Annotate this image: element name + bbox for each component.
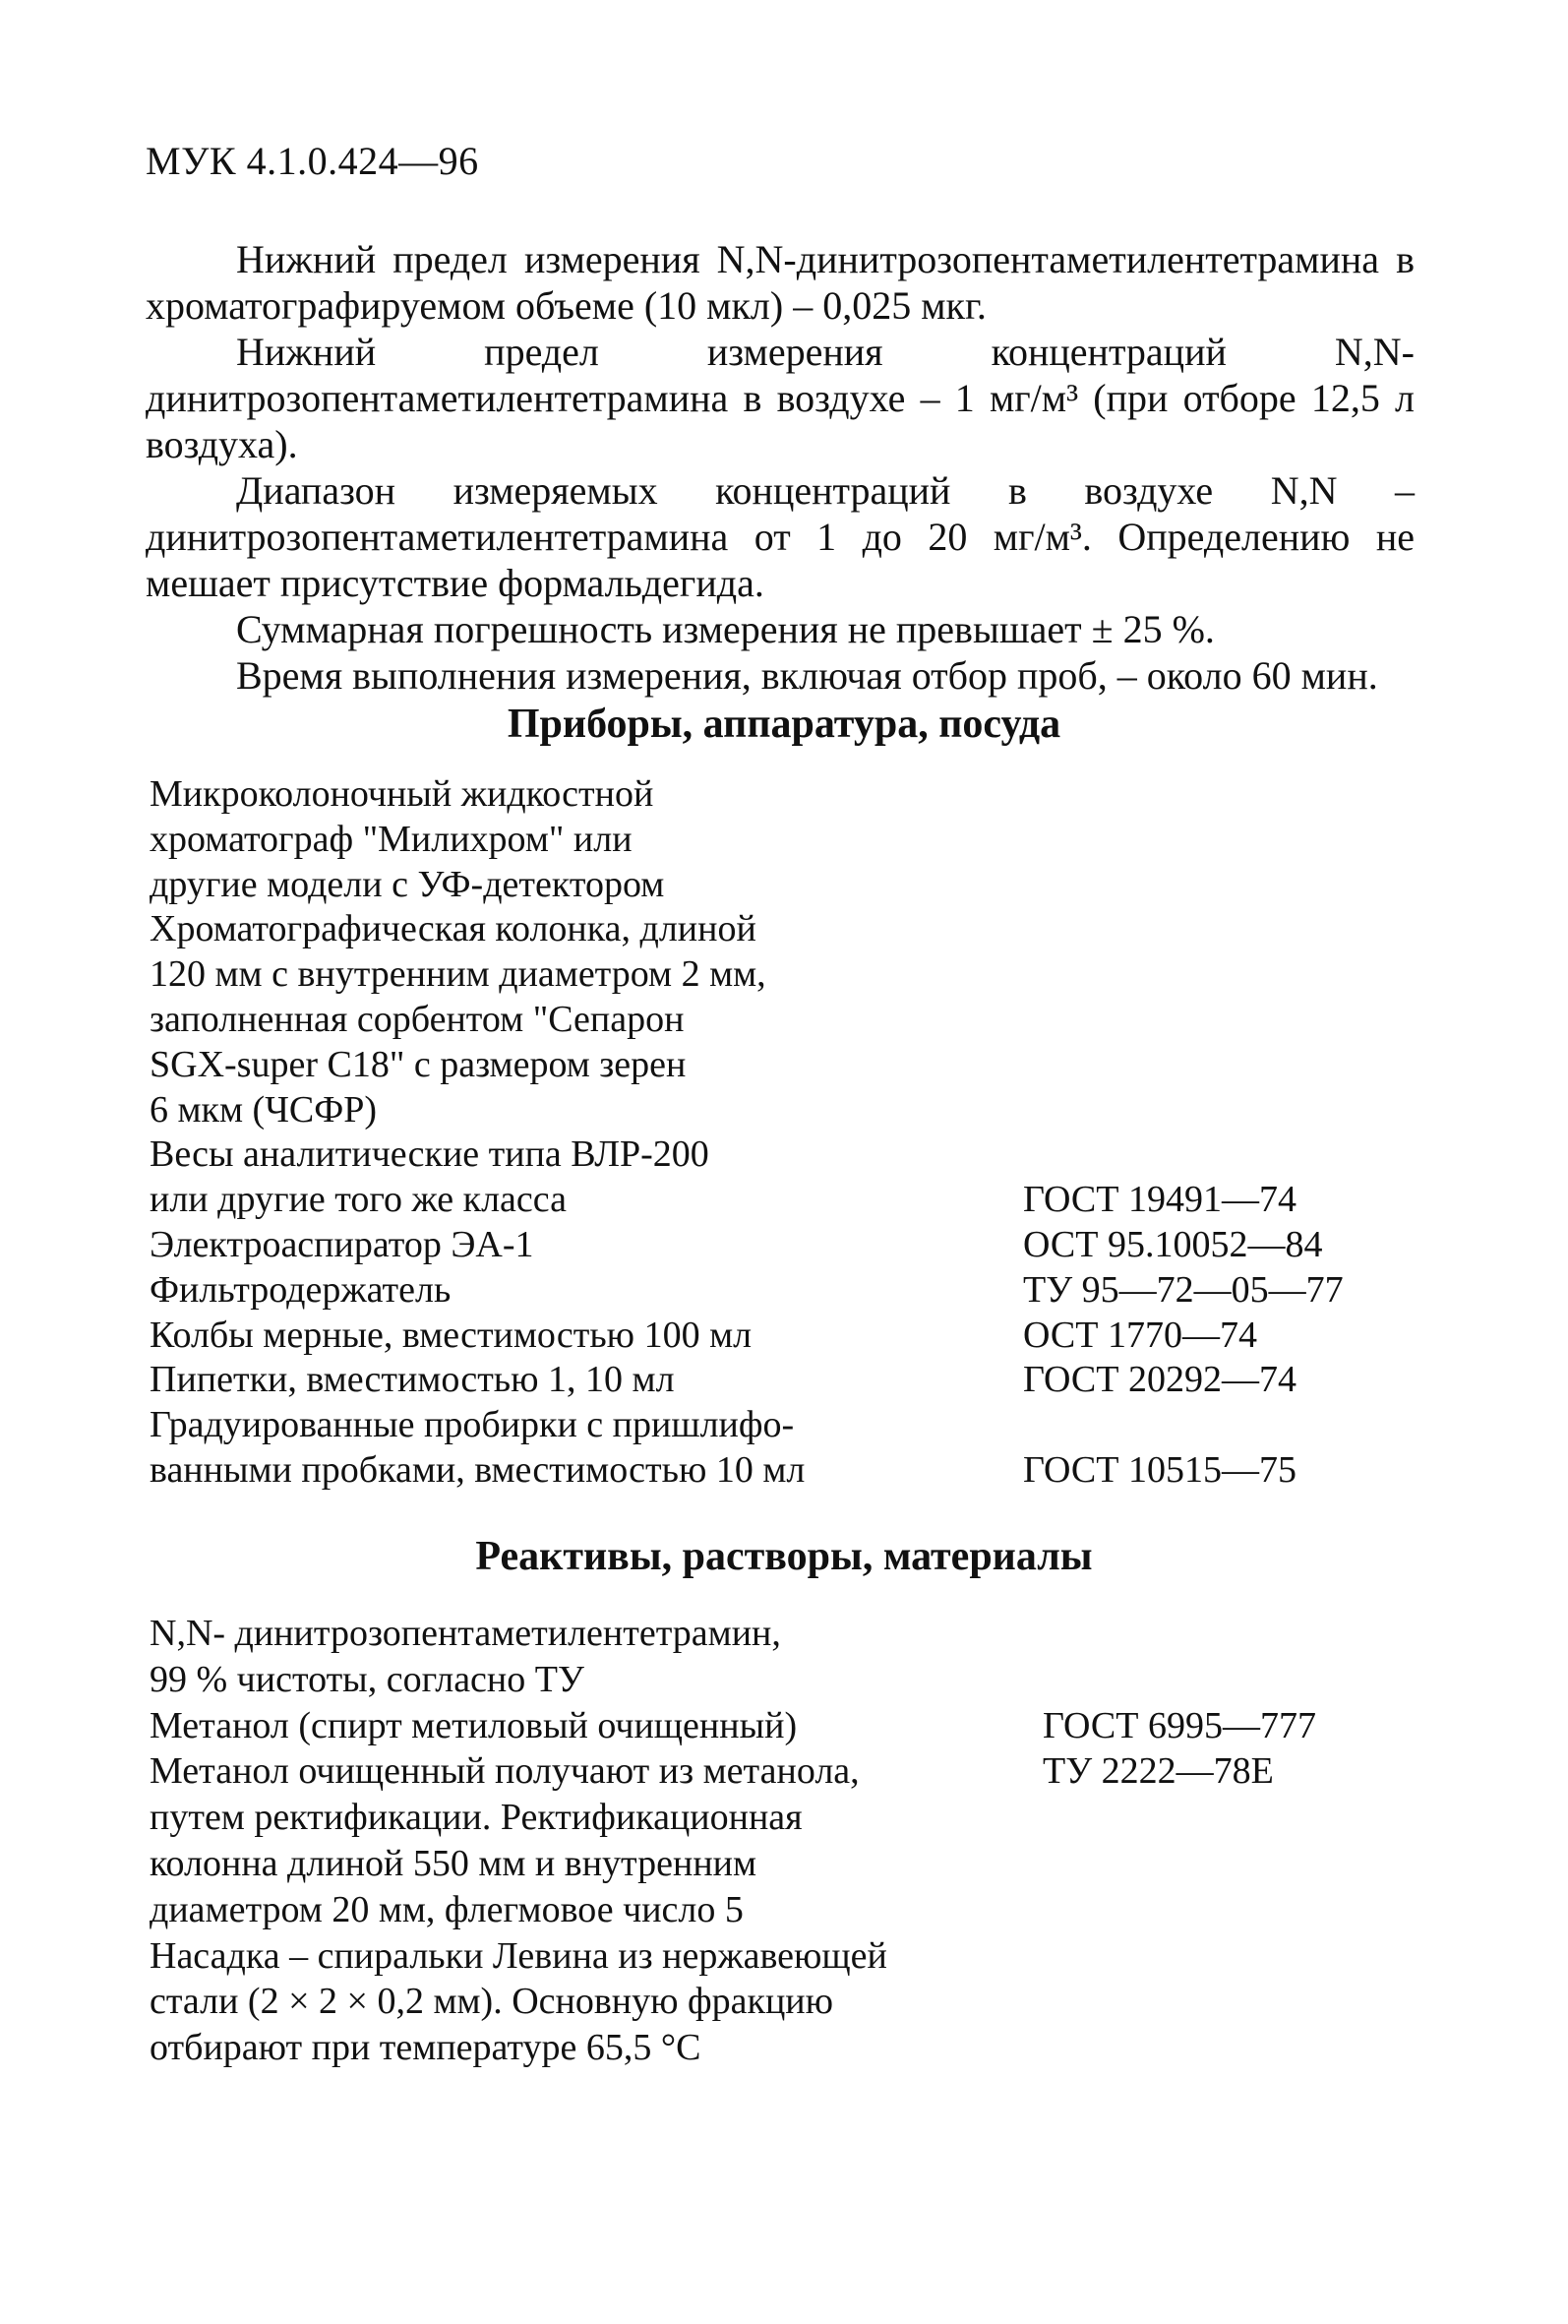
item-line: Метанол очищенный получают из метанола, bbox=[150, 1750, 860, 1793]
standard-reference bbox=[1023, 1448, 1418, 1494]
standard-reference-text: ОСТ 1770—74 bbox=[1023, 1314, 1257, 1356]
equipment-list bbox=[150, 772, 1418, 1494]
item-line: другие модели с УФ-детектором bbox=[150, 863, 665, 905]
standard-reference bbox=[1023, 1223, 1418, 1268]
item-description bbox=[150, 772, 1023, 907]
item-line: Весы аналитические типа ВЛР-200 bbox=[150, 1133, 709, 1176]
list-item bbox=[150, 1132, 1418, 1223]
standard-reference bbox=[1023, 1358, 1418, 1403]
reagents-list bbox=[150, 1611, 1418, 2071]
standard-reference-text: ГОСТ 20292—74 bbox=[1023, 1359, 1297, 1401]
list-item bbox=[150, 1268, 1418, 1314]
item-line: Насадка – спиральки Левина из нержавеющей bbox=[150, 1934, 887, 1977]
list-item bbox=[150, 1358, 1418, 1403]
standard-reference bbox=[1023, 1178, 1418, 1223]
document-header: МУК 4.1.0.424—96 bbox=[146, 139, 479, 183]
item-line: путем ректификации. Ректификационная bbox=[150, 1797, 803, 1839]
standard-reference bbox=[1023, 772, 1418, 907]
item-description bbox=[150, 1223, 1023, 1268]
item-line: 120 мм с внутренним диаметром 2 мм, bbox=[150, 953, 766, 996]
standard-reference-text: ТУ 2222—78Е bbox=[1043, 1750, 1274, 1793]
list-item bbox=[150, 1403, 1418, 1494]
standard-reference bbox=[1043, 1748, 1418, 2071]
item-line: SGX-super C18" с размером зерен bbox=[150, 1043, 687, 1085]
standard-reference-text: ГОСТ 10515—75 bbox=[1023, 1448, 1297, 1491]
standard-reference-text: ТУ 95—72—05—77 bbox=[1023, 1268, 1344, 1311]
section-title-reagents: Реактивы, растворы, материалы bbox=[475, 1534, 1093, 1579]
item-line: Микроколоночный жидкостной bbox=[150, 773, 654, 815]
item-description bbox=[150, 1703, 1043, 1749]
intro-paragraph: Суммарная погрешность измерения не превышает ± 25 %. bbox=[236, 607, 1215, 651]
standard-reference bbox=[1023, 1314, 1418, 1359]
list-item bbox=[150, 1611, 1418, 1703]
item-line: Хроматографическая колонка, длиной bbox=[150, 908, 756, 950]
intro-paragraph: Нижний предел измерения концентраций N,N-динитрозопентаметилентетрамина в воздухе – 1 мг/м³ (при отборе 12,5 л воздуха). bbox=[146, 330, 1415, 466]
item-line: 99 % чистоты, согласно ТУ bbox=[150, 1658, 584, 1700]
standard-reference-text: ГОСТ 19491—74 bbox=[1023, 1179, 1297, 1221]
item-line: Электроаспиратор ЭА-1 bbox=[150, 1223, 534, 1265]
item-description bbox=[150, 1314, 1023, 1359]
item-line: заполненная сорбентом "Сепарон bbox=[150, 998, 685, 1040]
intro-section bbox=[146, 236, 1415, 699]
item-line: диаметром 20 мм, флегмовое число 5 bbox=[150, 1888, 744, 1930]
item-line: или другие того же класса bbox=[150, 1179, 567, 1221]
item-line: Метанол (спирт метиловый очищенный) bbox=[150, 1704, 798, 1746]
standard-reference-text: ОСТ 95.10052—84 bbox=[1023, 1223, 1323, 1265]
item-description bbox=[150, 1403, 1023, 1494]
list-item bbox=[150, 1703, 1418, 1749]
section-title-equipment: Приборы, аппаратура, посуда bbox=[507, 702, 1061, 747]
item-description bbox=[150, 907, 1023, 1132]
standard-reference bbox=[1043, 1703, 1418, 1749]
item-description bbox=[150, 1611, 1043, 1703]
list-item bbox=[150, 1748, 1418, 2071]
item-line: N,N- динитрозопентаметилентетрамин, bbox=[150, 1613, 781, 1654]
item-description bbox=[150, 1358, 1023, 1403]
item-line: Градуированные пробирки с пришлифо- bbox=[150, 1404, 795, 1446]
list-item bbox=[150, 1314, 1418, 1359]
item-line: хроматограф "Милихром" или bbox=[150, 818, 633, 860]
intro-paragraph: Время выполнения измерения, включая отбор проб, – около 60 мин. bbox=[236, 653, 1378, 698]
item-line: отбирают при температуре 65,5 °С bbox=[150, 2027, 701, 2069]
intro-paragraph: Нижний предел измерения N,N-динитрозопентаметилентетрамина в хроматографируемом объеме (10 мкл) – 0,025 мкг. bbox=[146, 237, 1415, 328]
list-item bbox=[150, 907, 1418, 1132]
item-line: 6 мкм (ЧСФР) bbox=[150, 1088, 378, 1131]
standard-reference-text: ГОСТ 6995—777 bbox=[1043, 1704, 1316, 1746]
item-description bbox=[150, 1268, 1023, 1314]
item-description bbox=[150, 1132, 1023, 1223]
item-line: ванными пробками, вместимостью 10 мл bbox=[150, 1448, 806, 1491]
list-item bbox=[150, 772, 1418, 907]
item-line: Колбы мерные, вместимостью 100 мл bbox=[150, 1314, 753, 1356]
item-description bbox=[150, 1748, 1043, 2071]
standard-reference bbox=[1023, 907, 1418, 1132]
standard-reference bbox=[1043, 1611, 1418, 1703]
intro-paragraph: Диапазон измеряемых концентраций в воздухе N,N – динитрозопентаметилентетрамина от 1 до 20 мг/м³. Определению не мешает присутствие формальдегида. bbox=[146, 468, 1415, 605]
item-line: колонна длиной 550 мм и внутренним bbox=[150, 1842, 757, 1884]
item-line: Фильтродержатель bbox=[150, 1268, 452, 1311]
standard-reference bbox=[1023, 1268, 1418, 1314]
item-line: Пипетки, вместимостью 1, 10 мл bbox=[150, 1359, 675, 1401]
list-item bbox=[150, 1223, 1418, 1268]
item-line: стали (2 × 2 × 0,2 мм). Основную фракцию bbox=[150, 1981, 834, 2023]
